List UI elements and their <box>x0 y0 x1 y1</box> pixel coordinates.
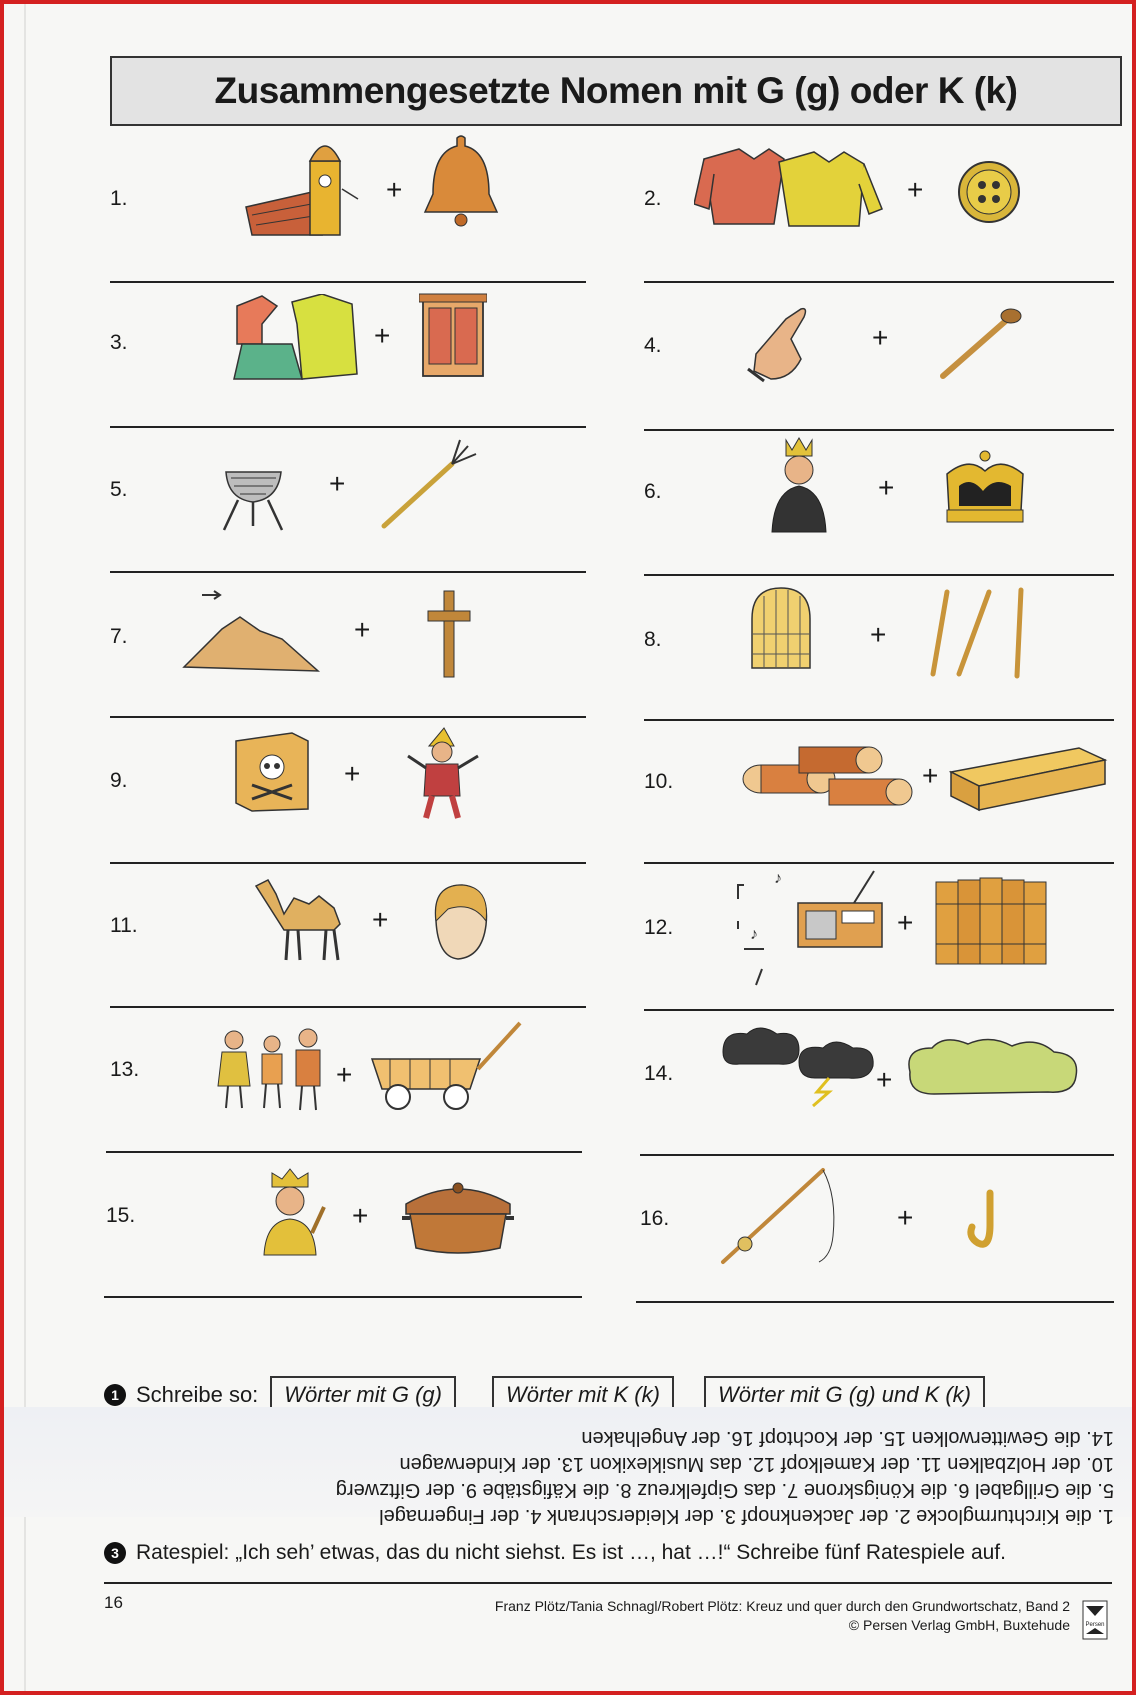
exercise-number: 8. <box>644 628 662 651</box>
task-3-text: Ratespiel: „Ich seh’ etwas, das du nicht siehst. Es ist …, hat …!“ Schreibe fünf Ratespiele auf. <box>136 1541 1006 1564</box>
plus-sign: + <box>897 907 914 938</box>
category-box-k: Wörter mit K (k) <box>492 1376 674 1414</box>
jacket-icon <box>694 144 884 234</box>
exercise-number: 12. <box>644 916 674 939</box>
answer-line <box>106 1151 582 1153</box>
logo-text: Persen <box>1085 1622 1105 1628</box>
page-number: 16 <box>104 1593 123 1612</box>
exercise-number: 14. <box>644 1062 674 1085</box>
plus-sign: + <box>386 174 403 205</box>
clouds-icon <box>904 1032 1082 1100</box>
sticks-icon <box>929 586 1029 681</box>
cross-icon <box>424 589 474 679</box>
wardrobe-icon <box>419 292 487 382</box>
cook-icon <box>258 1167 328 1257</box>
plus-sign: + <box>876 1064 893 1095</box>
plus-sign: + <box>354 614 371 645</box>
solution-line: 10. der Holzbalken 11. der Kamelkopf 12. das Musiklexikon 13. der Kinderwagen <box>399 1453 1114 1475</box>
exercise-number: 6. <box>644 480 662 503</box>
radio-music-icon <box>734 869 894 989</box>
children-icon <box>214 1024 329 1112</box>
answer-line <box>110 862 586 864</box>
church-tower-icon <box>242 137 360 237</box>
solution-line: 5. die Grillgabel 6. die Königskrone 7. das Gipfelkreuz 8. die Käfigstäbe 9. der Giftzwerg <box>335 1479 1114 1501</box>
exercise-number: 5. <box>110 478 128 501</box>
exercise-number: 10. <box>644 770 674 793</box>
plus-sign: + <box>374 320 391 351</box>
plus-sign: + <box>329 468 346 499</box>
nail-icon <box>939 304 1024 379</box>
beam-icon <box>949 746 1109 812</box>
answer-line <box>110 1006 586 1008</box>
exercise-number: 13. <box>110 1058 140 1081</box>
exercise-number: 7. <box>110 625 128 648</box>
task-badge: 3 <box>104 1542 126 1564</box>
task-3 <box>104 1541 1006 1565</box>
task-badge: 1 <box>104 1384 126 1406</box>
crown-icon <box>939 436 1031 531</box>
exercise-number: 11. <box>110 914 138 937</box>
logs-icon <box>739 739 914 809</box>
answer-line <box>644 719 1114 721</box>
exercise-number: 4. <box>644 334 662 357</box>
footer-credit <box>495 1597 1070 1635</box>
wagon-icon <box>370 1019 530 1111</box>
category-box-g: Wörter mit G (g) <box>270 1376 456 1414</box>
answer-line <box>644 1009 1114 1011</box>
plus-sign: + <box>352 1200 369 1231</box>
pot-icon <box>400 1174 515 1259</box>
plus-sign: + <box>344 758 361 789</box>
answer-line <box>110 426 586 428</box>
answer-line <box>640 1154 1114 1156</box>
dwarf-icon <box>404 726 484 821</box>
clothes-icon <box>232 294 362 389</box>
plus-sign: + <box>922 760 939 791</box>
page-title: Zusammengesetzte Nomen mit G (g) oder K (k) <box>110 56 1122 126</box>
plus-sign: + <box>897 1202 914 1233</box>
answer-line <box>644 862 1114 864</box>
answer-line <box>110 281 586 283</box>
publisher-logo-icon <box>1082 1600 1108 1640</box>
exercise-number: 3. <box>110 331 128 354</box>
exercise-number: 16. <box>640 1207 670 1230</box>
answer-line <box>104 1296 582 1298</box>
exercise-number: 9. <box>110 769 128 792</box>
plus-sign: + <box>907 174 924 205</box>
svg-text:♪: ♪ <box>774 870 782 887</box>
plus-sign: + <box>870 619 887 650</box>
footer-divider <box>104 1582 1112 1584</box>
hook-icon <box>964 1189 1014 1255</box>
plus-sign: + <box>872 322 889 353</box>
answer-line <box>644 574 1114 576</box>
fork-icon <box>380 436 480 531</box>
cage-icon <box>746 584 816 674</box>
answer-line <box>644 281 1114 283</box>
credit-authors: Franz Plötz/Tania Schnagl/Robert Plötz: Kreuz und quer durch den Grundwortschatz, Band 2 <box>494 1598 1070 1614</box>
answer-line <box>110 716 586 718</box>
svg-text:♪: ♪ <box>750 926 758 943</box>
exercise-number: 15. <box>106 1204 136 1227</box>
king-icon <box>764 436 834 534</box>
plus-sign: + <box>878 472 895 503</box>
mountain-peak-icon <box>182 589 322 677</box>
solution-line: 1. die Kirchturmglocke 2. der Jackenknopf 3. der Kleiderschrank 4. der Fingernagel <box>379 1505 1114 1527</box>
button-icon <box>954 159 1024 225</box>
category-box-g-and-k: Wörter mit G (g) und K (k) <box>704 1376 985 1414</box>
grill-icon <box>216 444 291 534</box>
head-icon <box>422 881 492 963</box>
fishing-rod-icon <box>719 1166 849 1266</box>
answer-line <box>110 571 586 573</box>
answer-line <box>644 429 1114 431</box>
exercise-number: 1. <box>110 187 128 210</box>
solution-line: 14. die Gewitterwolken 15. der Kochtopf 16. der Angelhaken <box>581 1427 1114 1449</box>
plus-sign: + <box>372 904 389 935</box>
storm-cloud-icon <box>719 1022 879 1107</box>
answer-line <box>636 1301 1114 1303</box>
encyclopedia-icon <box>934 874 1056 966</box>
finger-icon <box>746 299 821 389</box>
credit-publisher: © Persen Verlag GmbH, Buxtehude <box>848 1617 1070 1633</box>
task-1-label: Schreibe so: <box>136 1382 259 1407</box>
poison-box-icon <box>232 729 312 814</box>
exercise-number: 2. <box>644 187 662 210</box>
bell-icon <box>419 134 499 229</box>
plus-sign: + <box>336 1059 353 1090</box>
camel-icon <box>254 874 354 964</box>
